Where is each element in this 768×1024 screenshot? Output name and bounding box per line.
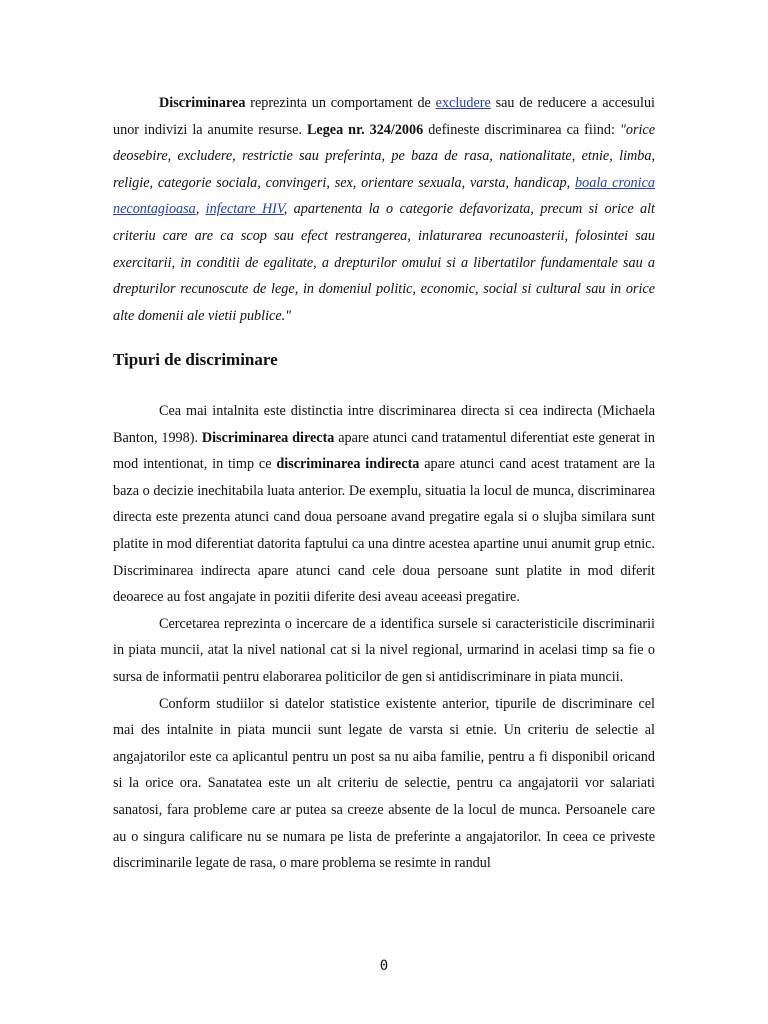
link-infectare-hiv[interactable]: infectare HIV xyxy=(205,201,284,218)
paragraph-3: Conform studiilor si datelor statistice existente anterior, tipurile de discriminare cel mai des intalnite in piata muncii sunt legate de varsta si etnie. Un criteriu de selectie al angajatorilor este ca aplicantul pentru un post sa nu aiba familie, pentru a fi disponibil oricand si la orice ora. Sanatatea este un alt criteriu de selectie, pentru ca angajatorii vor salariati sanatosi, fara probleme care ar putea sa creeze absente de la locul de munca. Persoanele care au o singura calificare nu se numara pe lista de preferinte a angajatorilor. In ceea ce priveste discriminarile legate de rasa, o mare problema se resimte in randul xyxy=(113,695,655,872)
term-discriminarea: Discriminarea xyxy=(159,95,246,111)
term-discriminarea-directa: Discriminarea directa xyxy=(201,429,335,446)
link-boala-cronica[interactable]: boala cronica necontagioasa xyxy=(113,174,655,218)
page-number: 0 xyxy=(379,958,389,974)
quote-part-1: "orice deosebire, excludere, restrictie sau preferinta, pe baza de rasa, nationalitate, etnie, limba, religie, categorie sociala, convingeri, sex, orientare sexuala, varsta, handicap, xyxy=(113,121,655,191)
intro-text-2: sau de reducere a accesului unor indivizi la anumite resurse. xyxy=(113,95,655,138)
paragraph-1 xyxy=(113,398,655,611)
para1-text-1: Cea mai intalnita este distinctia intre discriminarea directa si cea indirecta (Michaela Banton, 1998). xyxy=(113,403,655,446)
intro-paragraph xyxy=(113,90,655,329)
para1-text-3: apare atunci cand acest tratament are la baza o decizie inechitabila luata anterior. De exemplu, situatia la locul de munca, discriminarea directa este prezenta atunci cand doua persoane avand pregatire egala si o slujba similara sunt platite in mod diferentiat datorita faptului ca una dintre acestea apartine unui anumit grup etnic. Discriminarea indirecta apare atunci cand cele doua persoane sunt platite in mod diferit deoarece au fost angajate in pozitii diferite desi aveau aceeasi pregatire. xyxy=(113,456,656,606)
link-excludere[interactable]: excludere xyxy=(435,95,491,111)
quote-separator: , xyxy=(195,201,206,218)
para1-text-2: apare atunci cand tratamentul diferentiat este generat in mod intentionat, in timp ce xyxy=(113,429,655,473)
section-title: Tipuri de discriminare xyxy=(113,350,278,369)
intro-text-3: defineste discriminarea ca fiind: xyxy=(423,121,620,138)
paragraph-2: Cercetarea reprezinta o incercare de a identifica sursele si caracteristicile discriminarii in piata muncii, atat la nivel national cat si la nivel regional, urmarind in acelasi timp sa fie o sursa de informatii pentru elaborarea politicilor de gen si antidiscriminare in piata muncii. xyxy=(113,615,655,685)
term-discriminarea-indirecta: discriminarea indirecta xyxy=(276,456,420,473)
intro-block xyxy=(113,90,655,329)
body-block xyxy=(113,398,655,877)
quote-part-2: , apartenenta la o categorie defavorizata, precum si orice alt criteriu care are ca scop sau efect restrangerea, inlaturarea recunoasterii, folosintei sau exercitarii, in conditii de egalitate, a drepturilor omului si a libertatilor fundamentale sau a drepturilor recunoscute de lege, in domeniul politic, economic, social si cultural sau in orice alte domenii ale vietii publice." xyxy=(113,201,655,324)
intro-text-1: reprezinta un comportament de xyxy=(245,95,436,111)
law-reference: Legea nr. 324/2006 xyxy=(306,121,424,138)
